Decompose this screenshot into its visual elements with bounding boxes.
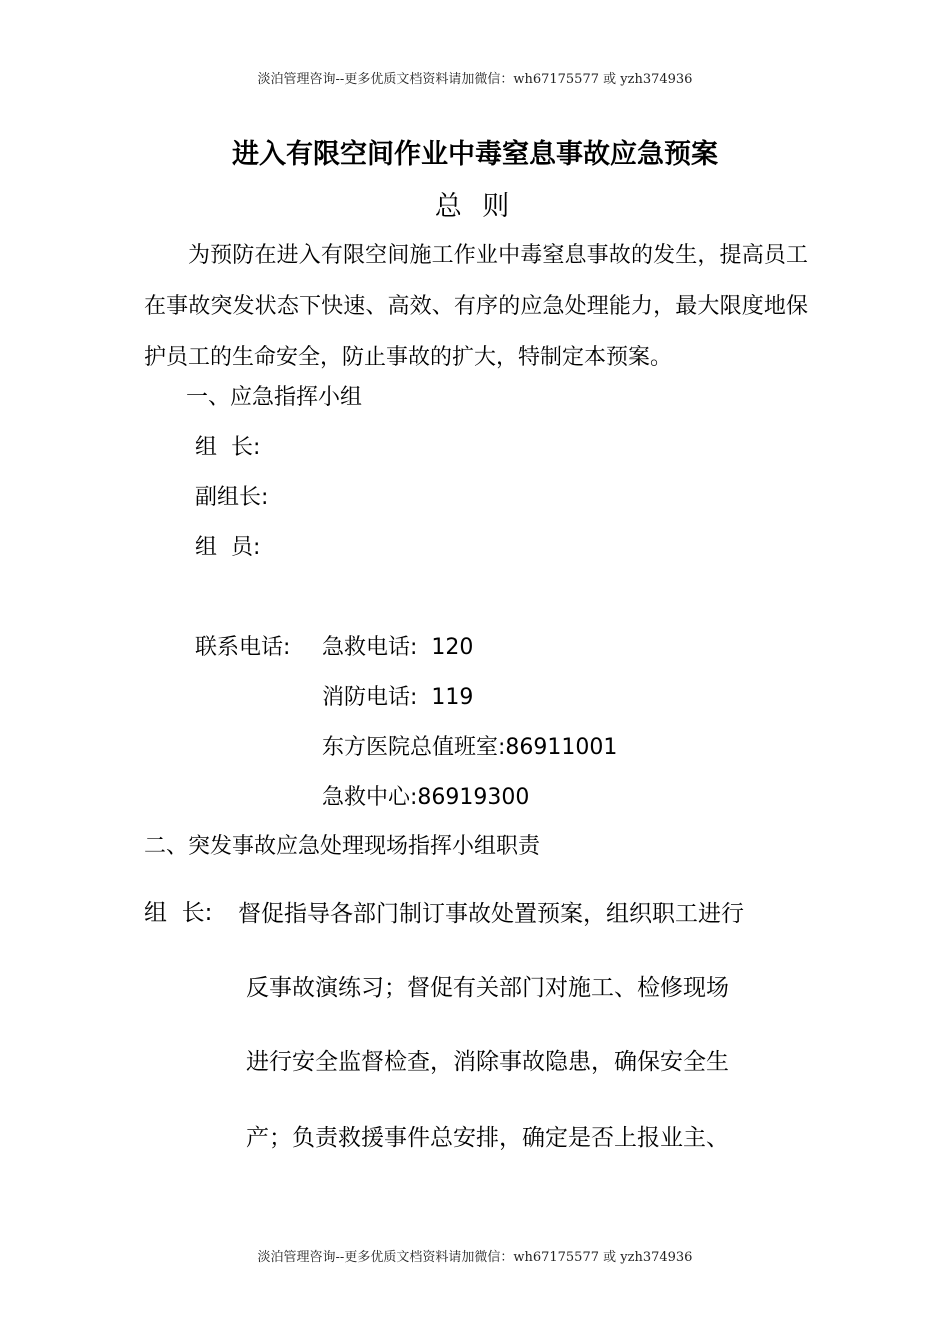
- section-subtitle: 总 则: [434, 191, 516, 222]
- contact-item-rescue-center: 急救中心:86919300: [322, 785, 530, 810]
- duty-line: 反事故演练习；督促有关部门对施工、检修现场: [246, 975, 729, 1001]
- contact-item-fire: 消防电话: 119: [322, 685, 474, 710]
- page-header: 淡泊管理咨询--更多优质文档资料请加微信：wh67175577 或 yzh374936: [257, 72, 693, 87]
- duty-leader-label: 组 长:: [144, 900, 213, 926]
- section1-heading: 一、应急指挥小组: [186, 385, 363, 410]
- intro-paragraph: 为预防在进入有限空间施工作业中毒窒息事故的发生，提高员工在事故突发状态下快速、高效、有序的应急处理能力，最大限度地保护员工的生命安全，防止事故的扩大，特制定本预案。: [144, 243, 808, 370]
- contact-item-emergency: 急救电话: 120: [322, 635, 474, 660]
- document-title: 进入有限空间作业中毒窒息事故应急预案: [232, 139, 718, 170]
- group-members-label: 组 员:: [195, 535, 261, 560]
- duty-line: 督促指导各部门制订事故处置预案，组织职工进行: [238, 901, 744, 927]
- contact-item-hospital: 东方医院总值班室:86911001: [322, 735, 618, 760]
- duty-line: 进行安全监督检查，消除事故隐患，确保安全生: [246, 1049, 729, 1075]
- contact-phone-label: 联系电话:: [195, 635, 291, 660]
- deputy-leader-label: 副组长:: [195, 485, 269, 510]
- group-leader-label: 组 长:: [195, 435, 261, 460]
- duty-line: 产；负责救援事件总安排，确定是否上报业主、: [246, 1125, 729, 1151]
- page-footer: 淡泊管理咨询--更多优质文档资料请加微信：wh67175577 或 yzh374936: [257, 1250, 693, 1265]
- section2-heading: 二、突发事故应急处理现场指挥小组职责: [144, 834, 541, 859]
